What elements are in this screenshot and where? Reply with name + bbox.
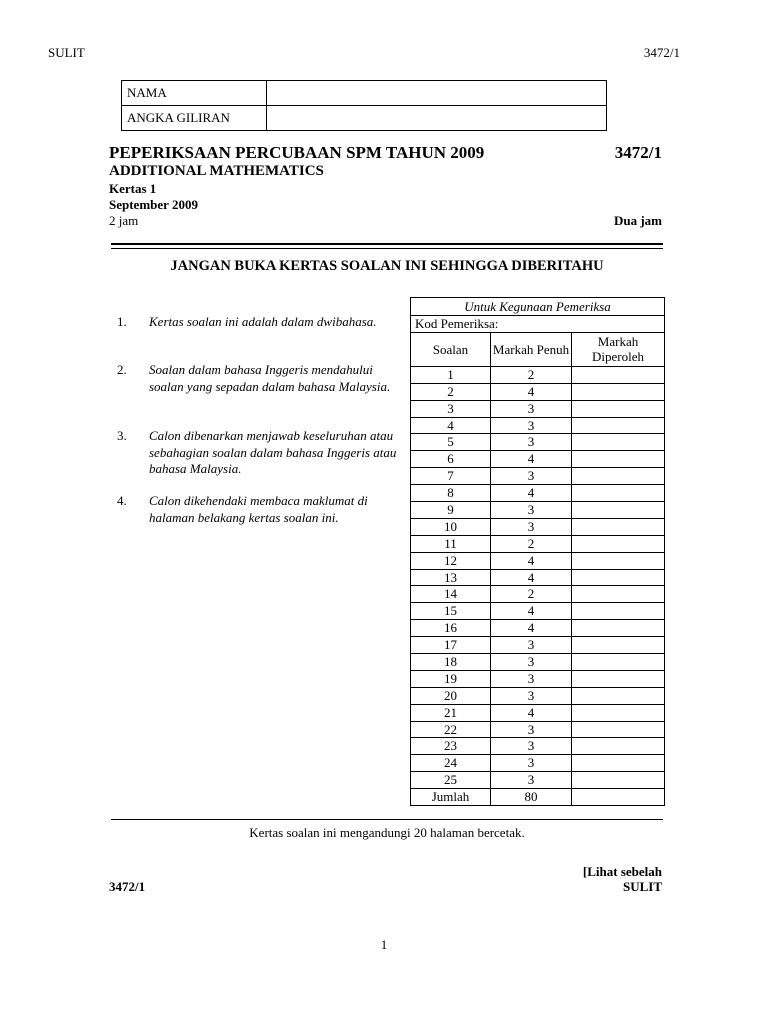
marks-obtained-cell[interactable] bbox=[572, 366, 665, 383]
footer-paper-code: 3472/1 bbox=[109, 879, 146, 894]
marks-obtained-cell[interactable] bbox=[572, 451, 665, 468]
marks-obtained-cell[interactable] bbox=[572, 670, 665, 687]
marks-obtained-cell[interactable] bbox=[572, 637, 665, 654]
full-marks-cell: 4 bbox=[491, 704, 572, 721]
question-number-cell: Jumlah bbox=[411, 789, 491, 806]
total-row bbox=[411, 789, 665, 806]
full-marks-cell: 2 bbox=[491, 586, 572, 603]
instruction-item bbox=[117, 314, 397, 348]
question-number-cell: 18 bbox=[411, 654, 491, 671]
table-row bbox=[411, 738, 665, 755]
divider-thin bbox=[111, 248, 663, 249]
marks-obtained-cell[interactable] bbox=[572, 789, 665, 806]
question-number-cell: 5 bbox=[411, 434, 491, 451]
marks-obtained-cell[interactable] bbox=[572, 383, 665, 400]
table-row bbox=[411, 755, 665, 772]
full-marks-cell: 4 bbox=[491, 552, 572, 569]
page-number: 1 bbox=[380, 937, 388, 952]
table-row bbox=[411, 637, 665, 654]
full-marks-cell: 3 bbox=[491, 468, 572, 485]
question-number-cell: 25 bbox=[411, 772, 491, 789]
instruction-number: 4. bbox=[117, 493, 127, 508]
full-marks-cell: 4 bbox=[491, 485, 572, 502]
table-caption-row bbox=[411, 298, 665, 316]
column-header-marks-obtained: Markah Diperoleh bbox=[572, 332, 665, 366]
instruction-text: Soalan dalam bahasa Inggeris mendahului soalan yang sepadan dalam bahasa Malaysia. bbox=[149, 362, 391, 394]
marks-obtained-cell[interactable] bbox=[572, 417, 665, 434]
table-row bbox=[411, 603, 665, 620]
marks-obtained-cell[interactable] bbox=[572, 569, 665, 586]
question-number-cell: 2 bbox=[411, 383, 491, 400]
table-row bbox=[411, 670, 665, 687]
marks-obtained-cell[interactable] bbox=[572, 772, 665, 789]
marks-obtained-cell[interactable] bbox=[572, 535, 665, 552]
exam-title: PEPERIKSAAN PERCUBAAN SPM TAHUN 2009 bbox=[109, 143, 485, 162]
index-number-field[interactable] bbox=[267, 106, 607, 131]
question-number-cell: 22 bbox=[411, 721, 491, 738]
question-number-cell: 6 bbox=[411, 451, 491, 468]
table-row bbox=[411, 586, 665, 603]
table-row bbox=[411, 552, 665, 569]
full-marks-cell: 3 bbox=[491, 687, 572, 704]
question-number-cell: 20 bbox=[411, 687, 491, 704]
question-number-cell: 24 bbox=[411, 755, 491, 772]
question-number-cell: 7 bbox=[411, 468, 491, 485]
question-number-cell: 14 bbox=[411, 586, 491, 603]
question-number-cell: 3 bbox=[411, 400, 491, 417]
marks-obtained-cell[interactable] bbox=[572, 485, 665, 502]
full-marks-cell: 80 bbox=[491, 789, 572, 806]
footer-divider bbox=[111, 819, 663, 820]
full-marks-cell: 3 bbox=[491, 502, 572, 519]
marks-obtained-cell[interactable] bbox=[572, 687, 665, 704]
subject-name: ADDITIONAL MATHEMATICS bbox=[109, 163, 324, 179]
marks-obtained-cell[interactable] bbox=[572, 518, 665, 535]
full-marks-cell: 3 bbox=[491, 637, 572, 654]
marks-obtained-cell[interactable] bbox=[572, 552, 665, 569]
marks-obtained-cell[interactable] bbox=[572, 468, 665, 485]
full-marks-cell: 4 bbox=[491, 383, 572, 400]
table-row bbox=[411, 383, 665, 400]
duration-right: Dua jam bbox=[613, 213, 662, 228]
instruction-text: Calon dibenarkan menjawab keseluruhan atau sebahagian soalan dalam bahasa Inggeris atau bahasa Malaysia. bbox=[149, 428, 397, 476]
full-marks-cell: 3 bbox=[491, 721, 572, 738]
question-number-cell: 15 bbox=[411, 603, 491, 620]
duration-left: 2 jam bbox=[109, 213, 139, 228]
instruction-number: 3. bbox=[117, 428, 127, 443]
full-marks-cell: 3 bbox=[491, 670, 572, 687]
paper-number: Kertas 1 bbox=[109, 181, 157, 196]
table-row bbox=[411, 417, 665, 434]
question-number-cell: 4 bbox=[411, 417, 491, 434]
full-marks-cell: 2 bbox=[491, 535, 572, 552]
index-number-row bbox=[122, 106, 607, 131]
marks-obtained-cell[interactable] bbox=[572, 434, 665, 451]
table-row bbox=[411, 502, 665, 519]
table-row bbox=[411, 535, 665, 552]
question-number-cell: 19 bbox=[411, 670, 491, 687]
name-row bbox=[122, 81, 607, 106]
divider-thick bbox=[111, 243, 663, 245]
header-paper-code: 3472/1 bbox=[643, 45, 680, 60]
question-number-cell: 10 bbox=[411, 518, 491, 535]
table-row bbox=[411, 687, 665, 704]
table-row bbox=[411, 451, 665, 468]
footer-classification: SULIT bbox=[622, 879, 662, 894]
question-number-cell: 16 bbox=[411, 620, 491, 637]
instruction-item bbox=[117, 428, 397, 478]
full-marks-cell: 3 bbox=[491, 400, 572, 417]
instruction-text: Calon dikehendaki membaca maklumat di halaman belakang kertas soalan ini. bbox=[149, 493, 368, 525]
examiner-code-field[interactable] bbox=[572, 316, 665, 333]
table-row bbox=[411, 366, 665, 383]
question-number-cell: 12 bbox=[411, 552, 491, 569]
table-row bbox=[411, 569, 665, 586]
table-row bbox=[411, 518, 665, 535]
full-marks-cell: 4 bbox=[491, 451, 572, 468]
instruction-item bbox=[117, 362, 397, 412]
full-marks-cell: 3 bbox=[491, 417, 572, 434]
full-marks-cell: 4 bbox=[491, 569, 572, 586]
do-not-open-warning: JANGAN BUKA KERTAS SOALAN INI SEHINGGA DIBERITAHU bbox=[170, 258, 604, 274]
question-number-cell: 8 bbox=[411, 485, 491, 502]
turn-over-note: [Lihat sebelah bbox=[582, 864, 662, 879]
table-row bbox=[411, 721, 665, 738]
full-marks-cell: 4 bbox=[491, 620, 572, 637]
table-row bbox=[411, 654, 665, 671]
full-marks-cell: 3 bbox=[491, 738, 572, 755]
examiner-code-row bbox=[411, 316, 665, 333]
table-row bbox=[411, 620, 665, 637]
table-row bbox=[411, 468, 665, 485]
examiner-marks-table bbox=[410, 297, 665, 806]
full-marks-cell: 3 bbox=[491, 772, 572, 789]
marks-obtained-cell[interactable] bbox=[572, 603, 665, 620]
name-label: NAMA bbox=[122, 81, 267, 106]
instruction-number: 2. bbox=[117, 362, 127, 377]
table-row bbox=[411, 485, 665, 502]
table-caption: Untuk Kegunaan Pemeriksa bbox=[411, 298, 665, 316]
column-header-question: Soalan bbox=[411, 332, 491, 366]
instruction-item bbox=[117, 493, 397, 527]
marks-obtained-cell[interactable] bbox=[572, 704, 665, 721]
table-row bbox=[411, 704, 665, 721]
candidate-info-table bbox=[121, 80, 607, 131]
marks-obtained-cell[interactable] bbox=[572, 755, 665, 772]
full-marks-cell: 3 bbox=[491, 434, 572, 451]
column-header-full-marks: Markah Penuh bbox=[491, 332, 572, 366]
marks-obtained-cell[interactable] bbox=[572, 400, 665, 417]
table-row bbox=[411, 400, 665, 417]
full-marks-cell: 4 bbox=[491, 603, 572, 620]
examiner-code-label: Kod Pemeriksa: bbox=[411, 316, 572, 333]
table-header-row bbox=[411, 332, 665, 366]
index-number-label: ANGKA GILIRAN bbox=[122, 106, 267, 131]
question-number-cell: 23 bbox=[411, 738, 491, 755]
full-marks-cell: 3 bbox=[491, 755, 572, 772]
marks-obtained-cell[interactable] bbox=[572, 721, 665, 738]
full-marks-cell: 3 bbox=[491, 518, 572, 535]
marks-obtained-cell[interactable] bbox=[572, 738, 665, 755]
name-field[interactable] bbox=[267, 81, 607, 106]
table-row bbox=[411, 772, 665, 789]
marks-obtained-cell[interactable] bbox=[572, 502, 665, 519]
question-number-cell: 17 bbox=[411, 637, 491, 654]
marks-obtained-cell[interactable] bbox=[572, 654, 665, 671]
exam-code: 3472/1 bbox=[614, 143, 662, 162]
header-classification: SULIT bbox=[48, 45, 85, 60]
exam-month: September 2009 bbox=[109, 197, 198, 212]
instruction-text: Kertas soalan ini adalah dalam dwibahasa. bbox=[149, 314, 377, 329]
question-number-cell: 9 bbox=[411, 502, 491, 519]
marks-obtained-cell[interactable] bbox=[572, 620, 665, 637]
full-marks-cell: 2 bbox=[491, 366, 572, 383]
marks-obtained-cell[interactable] bbox=[572, 586, 665, 603]
full-marks-cell: 3 bbox=[491, 654, 572, 671]
page-count-note: Kertas soalan ini mengandungi 20 halaman bercetak. bbox=[249, 825, 525, 840]
question-number-cell: 13 bbox=[411, 569, 491, 586]
question-number-cell: 11 bbox=[411, 535, 491, 552]
instruction-number: 1. bbox=[117, 314, 127, 329]
table-row bbox=[411, 434, 665, 451]
question-number-cell: 1 bbox=[411, 366, 491, 383]
question-number-cell: 21 bbox=[411, 704, 491, 721]
